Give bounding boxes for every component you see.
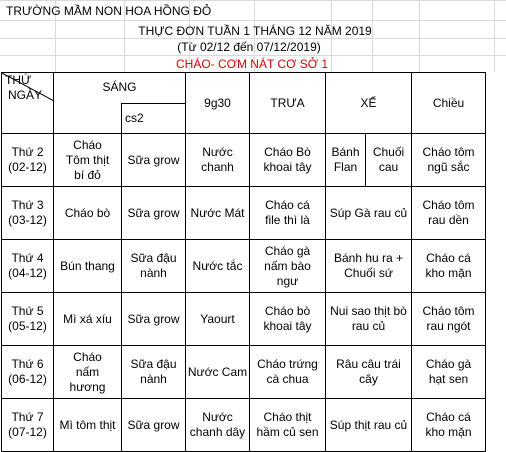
sang-cs2-cell[interactable]: Sữa grow — [122, 399, 186, 452]
table-row — [2, 134, 486, 187]
gridline — [0, 38, 506, 39]
chieu-cell[interactable]: Cháo tôm ngũ sắc — [412, 134, 486, 187]
g930-cell[interactable]: Nước chanh dây — [186, 399, 250, 452]
corner-cell[interactable] — [2, 73, 54, 134]
sang-cell[interactable]: Mì xá xíu — [54, 293, 122, 346]
header-xe[interactable]: XẾ — [326, 73, 412, 134]
header-chieu[interactable]: Chiều — [412, 73, 486, 134]
sang-cell[interactable]: Cháo Tôm thịt bí đỏ — [54, 134, 122, 187]
chieu-cell[interactable]: Cháo cá kho mặn — [412, 399, 486, 452]
corner-label-ngay: NGÀY — [8, 88, 43, 102]
trua-cell[interactable]: Cháo cá file thì là — [250, 187, 326, 240]
menu-title: THỰC ĐƠN TUẦN 1 THÁNG 12 NĂM 2019 — [138, 24, 372, 38]
table-row — [2, 187, 486, 240]
g930-cell[interactable]: Nước Cam — [186, 346, 250, 399]
sang-cell[interactable]: Cháo bò — [54, 187, 122, 240]
header-9g30[interactable]: 9g30 — [186, 73, 250, 134]
sang-cell[interactable]: Cháo nấm hương — [54, 346, 122, 399]
sang-cs2-cell[interactable]: Sữa đậu nành — [122, 240, 186, 293]
xe-cell[interactable]: Súp thịt rau củ — [326, 399, 412, 452]
sang-cell[interactable]: Bún thang — [54, 240, 122, 293]
table-row — [2, 293, 486, 346]
chieu-cell[interactable]: Cháo tôm rau dền — [412, 187, 486, 240]
table-row — [2, 346, 486, 399]
day-cell[interactable]: Thứ 6 (06-12) — [2, 346, 54, 399]
sang-cs2-cell[interactable]: Sữa grow — [122, 293, 186, 346]
weekly-menu-table — [1, 72, 486, 452]
g930-cell[interactable]: Yaourt — [186, 293, 250, 346]
xe-cell-2[interactable]: Chuối cau — [366, 134, 412, 187]
day-cell[interactable]: Thứ 5 (05-12) — [2, 293, 54, 346]
header-sang-blank[interactable] — [54, 103, 122, 134]
xe-cell[interactable]: Bánh hu ra + Chuối sứ — [326, 240, 412, 293]
xe-cell[interactable]: Nui sao thịt bò rau củ — [326, 293, 412, 346]
table-header-row — [2, 73, 486, 104]
school-name: TRƯỜNG MẦM NON HOA HỒNG ĐỎ — [6, 4, 212, 18]
gridline — [0, 55, 506, 56]
sang-cs2-cell[interactable]: Sữa grow — [122, 134, 186, 187]
g930-cell[interactable]: Nước Mát — [186, 187, 250, 240]
header-sang[interactable]: SÁNG — [54, 73, 186, 104]
gridline — [0, 0, 506, 1]
table-row — [2, 399, 486, 452]
trua-cell[interactable]: Cháo thịt hầm củ sen — [250, 399, 326, 452]
trua-cell[interactable]: Cháo gà nấm bào ngư — [250, 240, 326, 293]
table-row — [2, 240, 486, 293]
day-cell[interactable]: Thứ 2 (02-12) — [2, 134, 54, 187]
xe-cell[interactable]: Râu câu trái cây — [326, 346, 412, 399]
trua-cell[interactable]: Cháo trứng cà chua — [250, 346, 326, 399]
date-range: (Từ 02/12 đến 07/12/2019) — [177, 40, 321, 54]
trua-cell[interactable]: Cháo bò khoai tây — [250, 293, 326, 346]
header-trua[interactable]: TRƯA — [250, 73, 326, 134]
sang-cs2-cell[interactable]: Sữa đậu nành — [122, 346, 186, 399]
header-cs2[interactable]: cs2 — [122, 103, 186, 134]
sang-cs2-cell[interactable]: Sữa grow — [122, 187, 186, 240]
corner-label-thu: THỨ — [5, 73, 32, 87]
chieu-cell[interactable]: Cháo cá kho mặn — [412, 240, 486, 293]
gridline — [0, 20, 506, 21]
g930-cell[interactable]: Nước chanh — [186, 134, 250, 187]
xe-cell[interactable]: Súp Gà rau củ — [326, 187, 412, 240]
menu-subtitle: CHÁO- CƠM NÁT CƠ SỞ 1 — [176, 57, 328, 71]
sang-cell[interactable]: Mì tôm thịt — [54, 399, 122, 452]
day-cell[interactable]: Thứ 3 (03-12) — [2, 187, 54, 240]
xe-cell-1[interactable]: Bánh Flan — [326, 134, 366, 187]
g930-cell[interactable]: Nước tắc — [186, 240, 250, 293]
chieu-cell[interactable]: Cháo gà hạt sen — [412, 346, 486, 399]
day-cell[interactable]: Thứ 4 (04-12) — [2, 240, 54, 293]
trua-cell[interactable]: Cháo Bò khoai tây — [250, 134, 326, 187]
chieu-cell[interactable]: Cháo tôm rau ngót — [412, 293, 486, 346]
day-cell[interactable]: Thứ 7 (07-12) — [2, 399, 54, 452]
